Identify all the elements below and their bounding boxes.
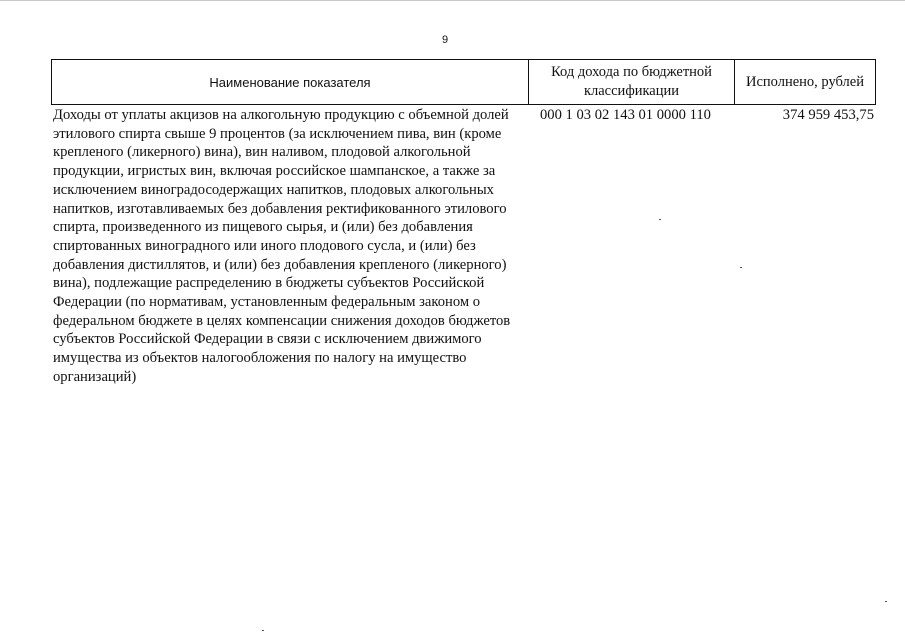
header-budget-code: Код дохода по бюджетной классификации	[529, 60, 735, 104]
scan-speck	[885, 601, 887, 602]
scan-speck	[659, 219, 661, 220]
table-header	[51, 59, 876, 105]
page-number: 9	[441, 34, 449, 46]
scan-speck	[740, 267, 742, 268]
page-top-edge	[0, 0, 905, 1]
scan-speck	[262, 630, 264, 631]
header-executed-amount: Исполнено, рублей	[746, 73, 864, 90]
row-indicator-name: Доходы от уплаты акцизов на алкогольную продукцию с объемной долей этилового спирта свыше 9 процентов (за исключением пива, вин (кроме крепленого (ликерного) вина), вин наливом, плодовой алкогольной продукции, игристых вин, включая российское шампанское, а также за исключением виноградосодержащих напитков, плодовых алкогольных напитков, изготавливаемых без добавления ректификованного этилового спирта, произведенного из пищевого сырья, и (или) без добавления спиртованных виноградного или иного плодового сусла, и (или) без добавления дистиллятов, и (или) без добавления крепленого (ликерного) вина), подлежащие распределению в бюджеты субъектов Российской Федерации (по нормативам, установленным федеральным законом о федеральном бюджете в целях компенсации снижения доходов бюджетов субъектов Российской Федерации в связи с исключением движимого имущества из объектов налогообложения по налогу на имущество организаций)	[53, 107, 511, 385]
header-indicator-name: Наименование показателя	[52, 60, 529, 104]
row-executed-amount: 374 959 453,75	[782, 107, 874, 123]
row-budget-code: 000 1 03 02 143 01 0000 110	[540, 107, 711, 123]
